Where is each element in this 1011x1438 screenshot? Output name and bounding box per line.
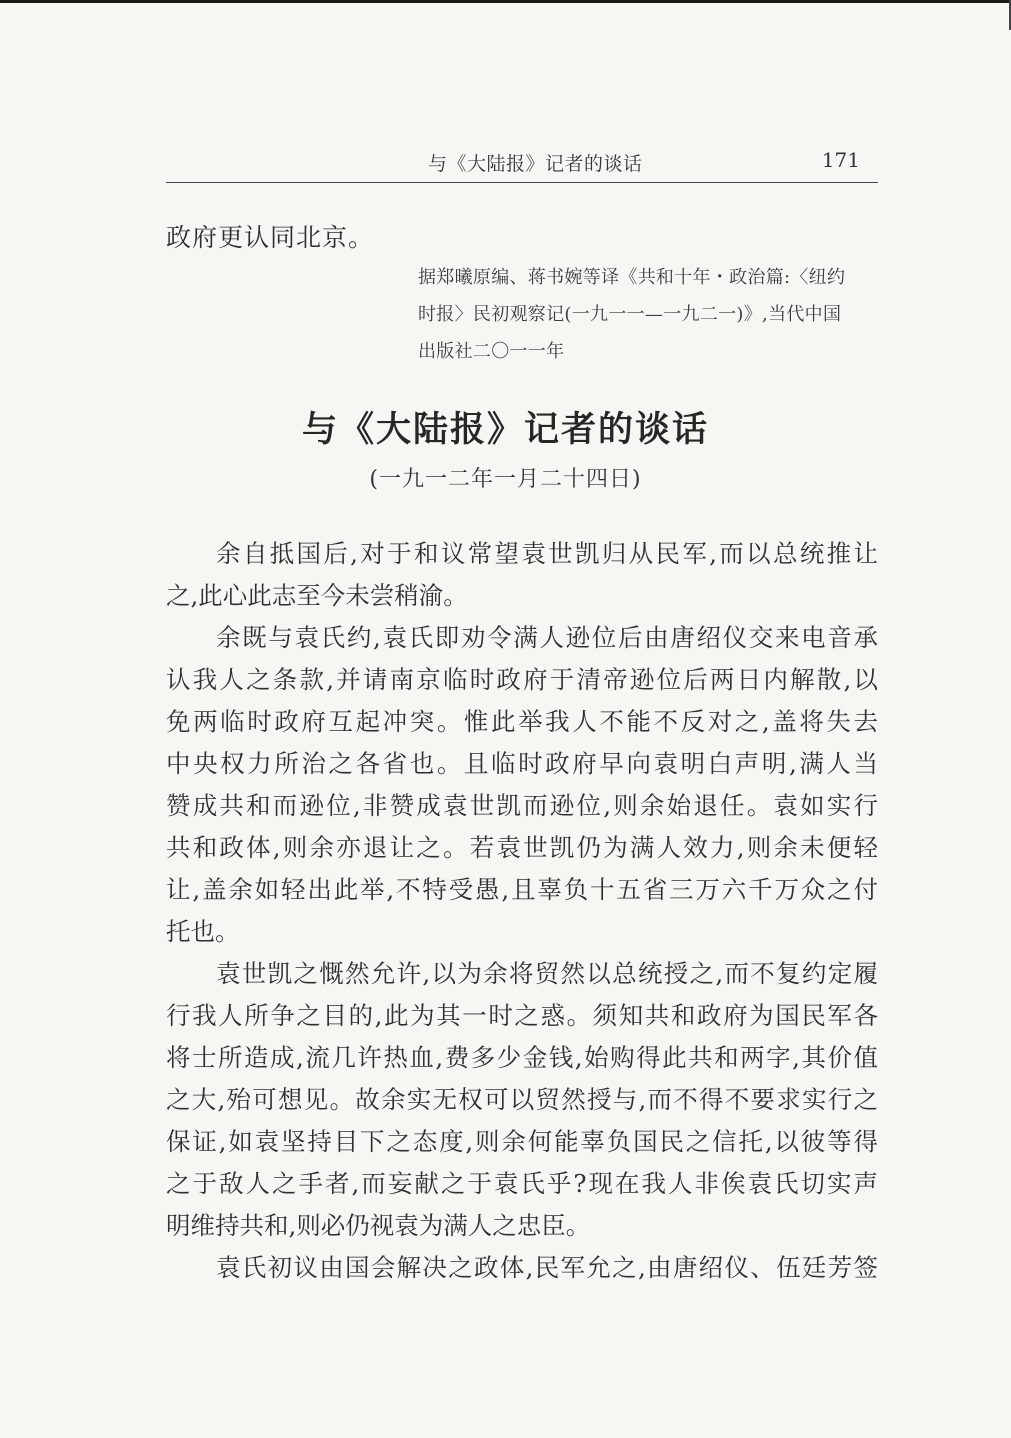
body-line: 之大,殆可想见。故余实无权可以贸然授与,而不得不要求实行之 <box>166 1085 878 1114</box>
body-line: 将士所造成,流几许热血,费多少金钱,始购得此共和两字,其价值 <box>166 1043 878 1072</box>
body-line: 之,此心此志至今未尝稍渝。 <box>166 581 468 610</box>
body-line: 保证,如袁坚持目下之态度,则余何能辜负国民之信托,以彼等得 <box>166 1127 878 1156</box>
carry-over-text: 政府更认同北京。 <box>166 223 375 252</box>
body-line: 明维持共和,则必仍视袁为满人之忠臣。 <box>166 1211 591 1240</box>
article-title: 与《大陆报》记者的谈话 <box>301 409 709 450</box>
page-top-edge <box>0 0 1011 3</box>
source-citation-line: 时报〉民初观察记(一九一一—一九二一)》,当代中国 <box>418 304 842 325</box>
body-line: 赞成共和而逊位,非赞成袁世凯而逊位,则余始退任。袁如实行 <box>166 791 878 820</box>
body-line: 免两临时政府互起冲突。惟此举我人不能不反对之,盖将失去 <box>166 707 878 736</box>
article-body <box>166 533 878 1289</box>
body-line: 托也。 <box>166 917 240 946</box>
source-citation-line: 据郑曦原编、蒋书婉等译《共和十年・政治篇:〈纽约 <box>418 267 846 288</box>
body-line: 之于敌人之手者,而妄献之于袁氏乎?现在我人非俟袁氏切实声 <box>166 1169 878 1198</box>
body-line: 中央权力所治之各省也。且临时政府早向袁明白声明,满人当 <box>166 749 878 778</box>
body-line: 袁世凯之慨然允许,以为余将贸然以总统授之,而不复约定履 <box>216 959 878 988</box>
body-line: 共和政体,则余亦退让之。若袁世凯仍为满人效力,则余未便轻 <box>166 833 878 862</box>
body-line: 余自抵国后,对于和议常望袁世凯归从民军,而以总统推让 <box>216 539 878 568</box>
source-citation-line: 出版社二〇一一年 <box>418 341 565 362</box>
body-line: 袁氏初议由国会解决之政体,民军允之,由唐绍仪、伍廷芳签 <box>216 1253 878 1282</box>
running-header-title: 与《大陆报》记者的谈话 <box>428 153 643 175</box>
body-line: 认我人之条款,并请南京临时政府于清帝逊位后两日内解散,以 <box>166 665 878 694</box>
body-line: 让,盖余如轻出此举,不特受愚,且辜负十五省三万六千万众之付 <box>166 875 878 904</box>
page-number: 171 <box>821 148 860 172</box>
running-header <box>166 140 878 183</box>
body-line: 余既与袁氏约,袁氏即劝令满人逊位后由唐绍仪交来电音承 <box>216 623 878 652</box>
body-line: 行我人所争之目的,此为其一时之惑。须知共和政府为国民军各 <box>166 1001 878 1030</box>
article-date: (一九一二年一月二十四日) <box>369 467 642 492</box>
source-citation <box>418 259 868 370</box>
